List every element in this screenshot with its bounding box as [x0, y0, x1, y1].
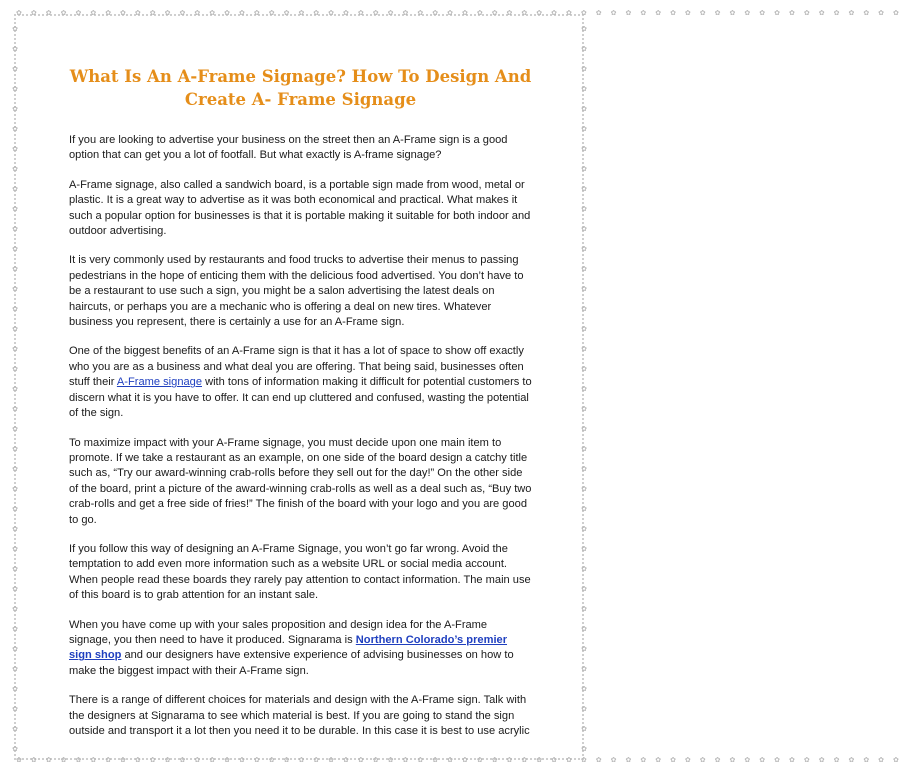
paragraph-benefits-text-a: One of the biggest benefits of an A-Frame sign is that it has a lot of space to show off exactly who you are as a business and what deal you are offering. That being said, businesses often stuff their: [69, 345, 524, 389]
paragraph-definition: A-Frame signage, also called a sandwich board, is a portable sign made from wood, metal or plastic. It is a great way to advertise as it was both economical and practical. What makes it such a popular option for businesses is that it is portable making it suitable for both indoor and outdoor advertising.: [69, 178, 531, 238]
paragraph-production: [69, 618, 532, 680]
paragraph-design-advice: If you follow this way of designing an A-Frame Signage, you won’t go far wrong. Avoid the temptation to add even more information such as a website URL or social media account. When people read these boards they rarely pay attention to contact information. The main use of this board is to grab attention for an instant sale.: [69, 542, 531, 602]
bottom-ornament-row: ✿✿✿✿✿✿✿✿✿✿✿✿✿✿✿✿✿✿✿✿✿✿✿✿✿✿✿✿✿✿✿✿✿✿✿✿✿✿✿✿✿✿✿✿✿✿✿✿✿✿✿✿✿✿✿✿✿✿✿✿: [16, 757, 908, 764]
top-ornament-row: ✿✿✿✿✿✿✿✿✿✿✿✿✿✿✿✿✿✿✿✿✿✿✿✿✿✿✿✿✿✿✿✿✿✿✿✿✿✿✿✿✿✿✿✿✿✿✿✿✿✿✿✿✿✿✿✿✿✿✿✿: [16, 10, 908, 17]
paragraph-production-text-a: When you have come up with your sales proposition and design idea for the A-Frame signage, you then need to have it produced. Signarama is: [69, 618, 488, 646]
right-ornament-column: ✿ ✿ ✿ ✿ ✿ ✿ ✿ ✿ ✿ ✿ ✿ ✿ ✿ ✿ ✿ ✿ ✿ ✿ ✿ ✿ ✿ ✿ ✿ ✿ ✿ ✿ ✿ ✿ ✿ ✿ ✿ ✿ ✿ ✿ ✿ ✿ ✿: [581, 26, 587, 753]
paragraph-benefits-text-b: with tons of information making it difficult for potential customers to discern what it is you have to offer. It can end up cluttered and confused, wasting the potential of the sign.: [69, 376, 532, 420]
document-title: What Is An A-Frame Signage? How To Design And Create A- Frame Signage: [69, 67, 532, 109]
paragraph-intro: If you are looking to advertise your business on the street then an A-Frame sign is a good option that can get you a lot of footfall. But what exactly is A-frame signage?: [69, 134, 508, 162]
paragraph-benefits: [69, 344, 532, 421]
left-ornament-column: ✿ ✿ ✿ ✿ ✿ ✿ ✿ ✿ ✿ ✿ ✿ ✿ ✿ ✿ ✿ ✿ ✿ ✿ ✿ ✿ ✿ ✿ ✿ ✿ ✿ ✿ ✿ ✿ ✿ ✿ ✿ ✿ ✿ ✿ ✿ ✿ ✿: [12, 26, 18, 753]
document-body: [69, 65, 532, 753]
a-frame-signage-link[interactable]: A-Frame signage: [116, 376, 202, 389]
paragraph-materials: There is a range of different choices for materials and design with the A-Frame sign. Talk with the designers at Signarama to see which material is best. If you are going to stand the sign outside and transport it a lot then you need it to be durable. In this case it is best to use acrylic: [69, 694, 530, 737]
sign-shop-link[interactable]: Northern Colorado’s premier sign shop: [69, 633, 508, 662]
paragraph-maximize-impact: To maximize impact with your A-Frame signage, you must decide upon one main item to promote. If we take a restaurant as an example, on one side of the board design a catchy title such as, “Try our award-winning crab-rolls before they sell out for the day!” On the other side of the board, print a picture of the award-winning crab-rolls as well as a deal such as, “Buy two crab-rolls and get a free side of fries!” The finish of the board with your logo and you are good to go.: [69, 436, 532, 526]
paragraph-production-text-b: and our designers have extensive experience of advising businesses on how to make the biggest impact with their A-Frame sign.: [69, 649, 514, 677]
paragraph-uses: It is very commonly used by restaurants and food trucks to advertise their menus to passing pedestrians in the hope of enticing them with the delicious food advertised. You don’t have to be a restaurant to use such a sign, you might be a salon advertising the latest deals on haircuts, or perhaps you are a mechanic who is offering a deal on new tires. Whatever business you represent, there is certainly a use for an A-Frame sign.: [69, 254, 524, 329]
